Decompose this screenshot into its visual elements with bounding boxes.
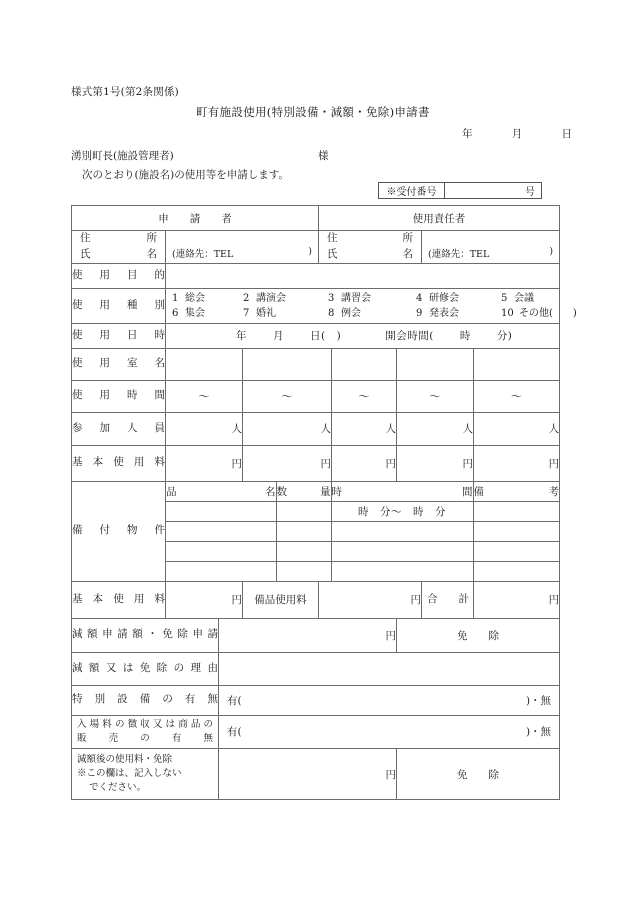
basicfee-field-5[interactable]: 円 bbox=[474, 445, 560, 481]
responsible-contact-suffix: ) bbox=[549, 245, 554, 257]
form-number: 様式第1号(第2条関係) bbox=[71, 86, 179, 98]
responsible-address-name-label bbox=[319, 231, 422, 264]
special-equipment-field[interactable] bbox=[219, 685, 560, 715]
kind-name-1[interactable]: 総会 bbox=[185, 292, 205, 304]
responsible-address-label: 住 所 bbox=[327, 232, 413, 244]
kind-name-4[interactable]: 研修会 bbox=[429, 292, 459, 304]
datetime-hour: 時 bbox=[459, 330, 471, 342]
after-reduction-line1: 減額後の使用料・免除 bbox=[77, 753, 173, 765]
receipt-number-field[interactable]: 号 bbox=[525, 187, 535, 198]
kind-name-9[interactable]: 発表会 bbox=[429, 307, 459, 319]
datetime-open-label: 開会時間( bbox=[385, 330, 434, 342]
applicant-address-name-field[interactable] bbox=[166, 231, 319, 264]
table-row-party-headers bbox=[72, 206, 560, 231]
datetime-inline bbox=[166, 328, 559, 343]
purpose-label: 使用目的 bbox=[72, 263, 166, 288]
datetime-year: 年 bbox=[236, 330, 247, 342]
datetime-minute: 分) bbox=[496, 330, 513, 342]
equipment-note-field-2[interactable] bbox=[473, 521, 559, 541]
equipment-row bbox=[166, 521, 559, 541]
datetime-label: 使用日時 bbox=[72, 323, 166, 348]
participants-field-1[interactable]: 人 bbox=[166, 412, 243, 445]
equipment-col-item: 品 名 bbox=[166, 482, 276, 502]
admission-label-line2: 販 売 の 有 無 bbox=[77, 732, 213, 744]
lead-text: 次のとおり(施設名)の使用等を申請します。 bbox=[82, 169, 289, 181]
table-row-datetime bbox=[72, 323, 560, 348]
date-day-label: 日 bbox=[561, 128, 572, 140]
after-reduction-line3: でください。 bbox=[89, 782, 147, 794]
fee-equipment-label: 備品使用料 bbox=[243, 581, 319, 618]
kind-num-2: 2 bbox=[243, 292, 250, 304]
equipment-item-field-3[interactable] bbox=[166, 541, 276, 561]
basicfee-field-3[interactable]: 円 bbox=[332, 445, 397, 481]
applicant-address-label: 住 所 bbox=[80, 232, 157, 244]
reduction-request-label: 減額申請額・免除申請 bbox=[72, 618, 219, 652]
reduction-exemption-option[interactable]: 免 除 bbox=[397, 618, 560, 652]
kind-num-6: 6 bbox=[172, 307, 179, 319]
usetime-field-5[interactable]: ～ bbox=[474, 380, 560, 412]
table-row-room bbox=[72, 348, 560, 380]
participants-field-2[interactable]: 人 bbox=[243, 412, 332, 445]
usetime-field-3[interactable]: ～ bbox=[332, 380, 397, 412]
after-reduction-exemption-option[interactable]: 免 除 bbox=[397, 749, 560, 800]
admission-label bbox=[72, 715, 219, 749]
kind-name-10[interactable]: その他( ) bbox=[519, 307, 577, 319]
equipment-qty-field-3[interactable] bbox=[276, 541, 331, 561]
reason-label: 減額又は免除の理由 bbox=[72, 652, 219, 685]
special-equipment-choice bbox=[219, 693, 559, 708]
usetime-field-2[interactable]: ～ bbox=[243, 380, 332, 412]
usetime-label: 使用時間 bbox=[72, 380, 166, 412]
participants-field-5[interactable]: 人 bbox=[474, 412, 560, 445]
fee-basic-field[interactable]: 円 bbox=[166, 581, 243, 618]
kind-num-9: 9 bbox=[416, 307, 423, 319]
fee-total-field[interactable]: 円 bbox=[474, 581, 560, 618]
equipment-note-field-3[interactable] bbox=[473, 541, 559, 561]
equipment-table bbox=[166, 482, 559, 581]
equipment-qty-field-2[interactable] bbox=[276, 521, 331, 541]
admission-choice bbox=[219, 724, 559, 739]
admission-ari[interactable]: 有( bbox=[227, 726, 242, 739]
table-row-usetime bbox=[72, 380, 560, 412]
equipment-item-field-2[interactable] bbox=[166, 521, 276, 541]
fee-basic-label: 基本使用料 bbox=[72, 581, 166, 618]
room-field-5[interactable] bbox=[474, 348, 560, 380]
participants-field-4[interactable]: 人 bbox=[397, 412, 474, 445]
reduction-request-field[interactable]: 円 bbox=[219, 618, 397, 652]
usetime-field-4[interactable]: ～ bbox=[397, 380, 474, 412]
equipment-note-field-1[interactable] bbox=[473, 501, 559, 521]
table-row-after-reduction bbox=[72, 749, 560, 800]
after-reduction-label bbox=[72, 749, 219, 800]
after-reduction-fee-field[interactable]: 円 bbox=[219, 749, 397, 800]
document-title: 町有施設使用(特別設備・減額・免除)申請書 bbox=[196, 105, 430, 119]
table-row-address-name bbox=[72, 231, 560, 264]
table-row-reduction-request bbox=[72, 618, 560, 652]
participants-field-3[interactable]: 人 bbox=[332, 412, 397, 445]
kind-num-4: 4 bbox=[416, 292, 423, 304]
table-row-special-equipment bbox=[72, 685, 560, 715]
table-row-purpose bbox=[72, 263, 560, 288]
kind-num-10: 10 bbox=[501, 307, 514, 319]
equipment-col-qty: 数 量 bbox=[276, 482, 331, 502]
kind-field[interactable] bbox=[166, 288, 577, 323]
table-row-kind bbox=[72, 288, 560, 323]
datetime-field[interactable] bbox=[166, 323, 560, 348]
kind-option-row-2 bbox=[172, 306, 577, 321]
equipment-label: 備付物件 bbox=[72, 481, 166, 581]
fee-equipment-field[interactable]: 円 bbox=[319, 581, 422, 618]
room-field-3[interactable] bbox=[332, 348, 397, 380]
equipment-header-row bbox=[166, 482, 559, 502]
kind-name-5[interactable]: 会議 bbox=[514, 292, 534, 304]
kind-name-7[interactable]: 婚礼 bbox=[256, 307, 276, 319]
equipment-note-field-4[interactable] bbox=[473, 561, 559, 581]
equipment-qty-field-1[interactable] bbox=[276, 501, 331, 521]
date-year-label: 年 bbox=[462, 128, 473, 140]
special-equipment-ari[interactable]: 有( bbox=[227, 694, 242, 707]
equipment-col-time: 時 間 bbox=[331, 482, 473, 502]
basicfee-label: 基本使用料 bbox=[72, 445, 166, 481]
applicant-header: 申 請 者 bbox=[72, 206, 319, 231]
after-reduction-line2: ※この欄は、記入しない bbox=[77, 767, 182, 779]
table-row-admission bbox=[72, 715, 560, 749]
room-field-4[interactable] bbox=[397, 348, 474, 380]
kind-name-3[interactable]: 講習会 bbox=[341, 292, 371, 304]
room-field-2[interactable] bbox=[243, 348, 332, 380]
receipt-number-label: ※受付番号 bbox=[379, 183, 445, 198]
equipment-row bbox=[166, 561, 559, 581]
admission-field[interactable] bbox=[219, 715, 560, 749]
applicant-contact-suffix: ) bbox=[308, 245, 312, 257]
datetime-month: 月 bbox=[273, 330, 284, 342]
special-equipment-nashi[interactable]: )・無 bbox=[525, 694, 552, 707]
equipment-item-field-1[interactable] bbox=[166, 501, 276, 521]
applicant-address-name-label bbox=[72, 231, 166, 264]
equipment-row bbox=[166, 541, 559, 561]
kind-label: 使用種別 bbox=[72, 288, 166, 323]
applicant-contact-prefix: (連絡先：TEL bbox=[172, 248, 234, 260]
kind-num-7: 7 bbox=[243, 307, 250, 319]
table-row-participants bbox=[72, 412, 560, 445]
kind-num-5: 5 bbox=[501, 292, 508, 304]
application-table bbox=[71, 205, 577, 800]
kind-option-list bbox=[166, 289, 577, 323]
date-line bbox=[462, 126, 572, 141]
equipment-col-note: 備 考 bbox=[473, 482, 559, 502]
table-row-reason bbox=[72, 652, 560, 685]
receipt-number-box bbox=[378, 182, 542, 199]
admission-label-line1: 入場料の徴収又は商品の bbox=[77, 718, 213, 730]
fee-total-label: 合 計 bbox=[422, 581, 474, 618]
responsible-name-label: 氏 名 bbox=[327, 247, 413, 260]
table-row-fee-totals bbox=[72, 581, 560, 618]
basicfee-field-1[interactable]: 円 bbox=[166, 445, 243, 481]
reason-field[interactable] bbox=[219, 652, 560, 685]
addressee: 湧別町長(施設管理者) bbox=[71, 150, 174, 162]
equipment-time-field-1[interactable]: 時 分～ 時 分 bbox=[331, 501, 473, 521]
equipment-grid-cell bbox=[166, 481, 560, 581]
basicfee-field-2[interactable]: 円 bbox=[243, 445, 332, 481]
kind-name-2[interactable]: 講演会 bbox=[256, 292, 286, 304]
equipment-item-field-4[interactable] bbox=[166, 561, 276, 581]
participants-label: 参加人員 bbox=[72, 412, 166, 445]
purpose-field[interactable] bbox=[166, 263, 560, 288]
kind-option-row-1 bbox=[172, 291, 559, 306]
equipment-time-field-3[interactable] bbox=[331, 541, 473, 561]
special-equipment-label: 特別設備の有無 bbox=[72, 685, 219, 715]
applicant-name-label: 氏 名 bbox=[80, 247, 157, 260]
responsible-contact-prefix: (連絡先：TEL bbox=[428, 248, 490, 260]
room-field-1[interactable] bbox=[166, 348, 243, 380]
addressee-honorific: 様 bbox=[318, 150, 329, 162]
room-label: 使用室名 bbox=[72, 348, 166, 380]
table-row-equipment bbox=[72, 481, 560, 581]
responsible-header: 使用責任者 bbox=[319, 206, 560, 231]
date-month-label: 月 bbox=[511, 128, 523, 140]
kind-num-1: 1 bbox=[172, 292, 179, 304]
responsible-contact-row bbox=[422, 246, 559, 260]
datetime-day: 日( ) bbox=[310, 330, 342, 342]
kind-num-3: 3 bbox=[328, 292, 335, 304]
usetime-field-1[interactable]: ～ bbox=[166, 380, 243, 412]
equipment-time-field-4[interactable] bbox=[331, 561, 473, 581]
equipment-time-field-2[interactable] bbox=[331, 521, 473, 541]
kind-num-8: 8 bbox=[328, 307, 335, 319]
responsible-address-name-field[interactable] bbox=[422, 231, 560, 264]
equipment-qty-field-4[interactable] bbox=[276, 561, 331, 581]
basicfee-field-4[interactable]: 円 bbox=[397, 445, 474, 481]
admission-nashi[interactable]: )・無 bbox=[525, 726, 552, 739]
equipment-row bbox=[166, 501, 559, 521]
table-row-basicfee-columns bbox=[72, 445, 560, 481]
kind-name-6[interactable]: 集会 bbox=[185, 307, 205, 319]
kind-name-8[interactable]: 例会 bbox=[341, 307, 361, 319]
applicant-contact-row bbox=[166, 246, 318, 260]
